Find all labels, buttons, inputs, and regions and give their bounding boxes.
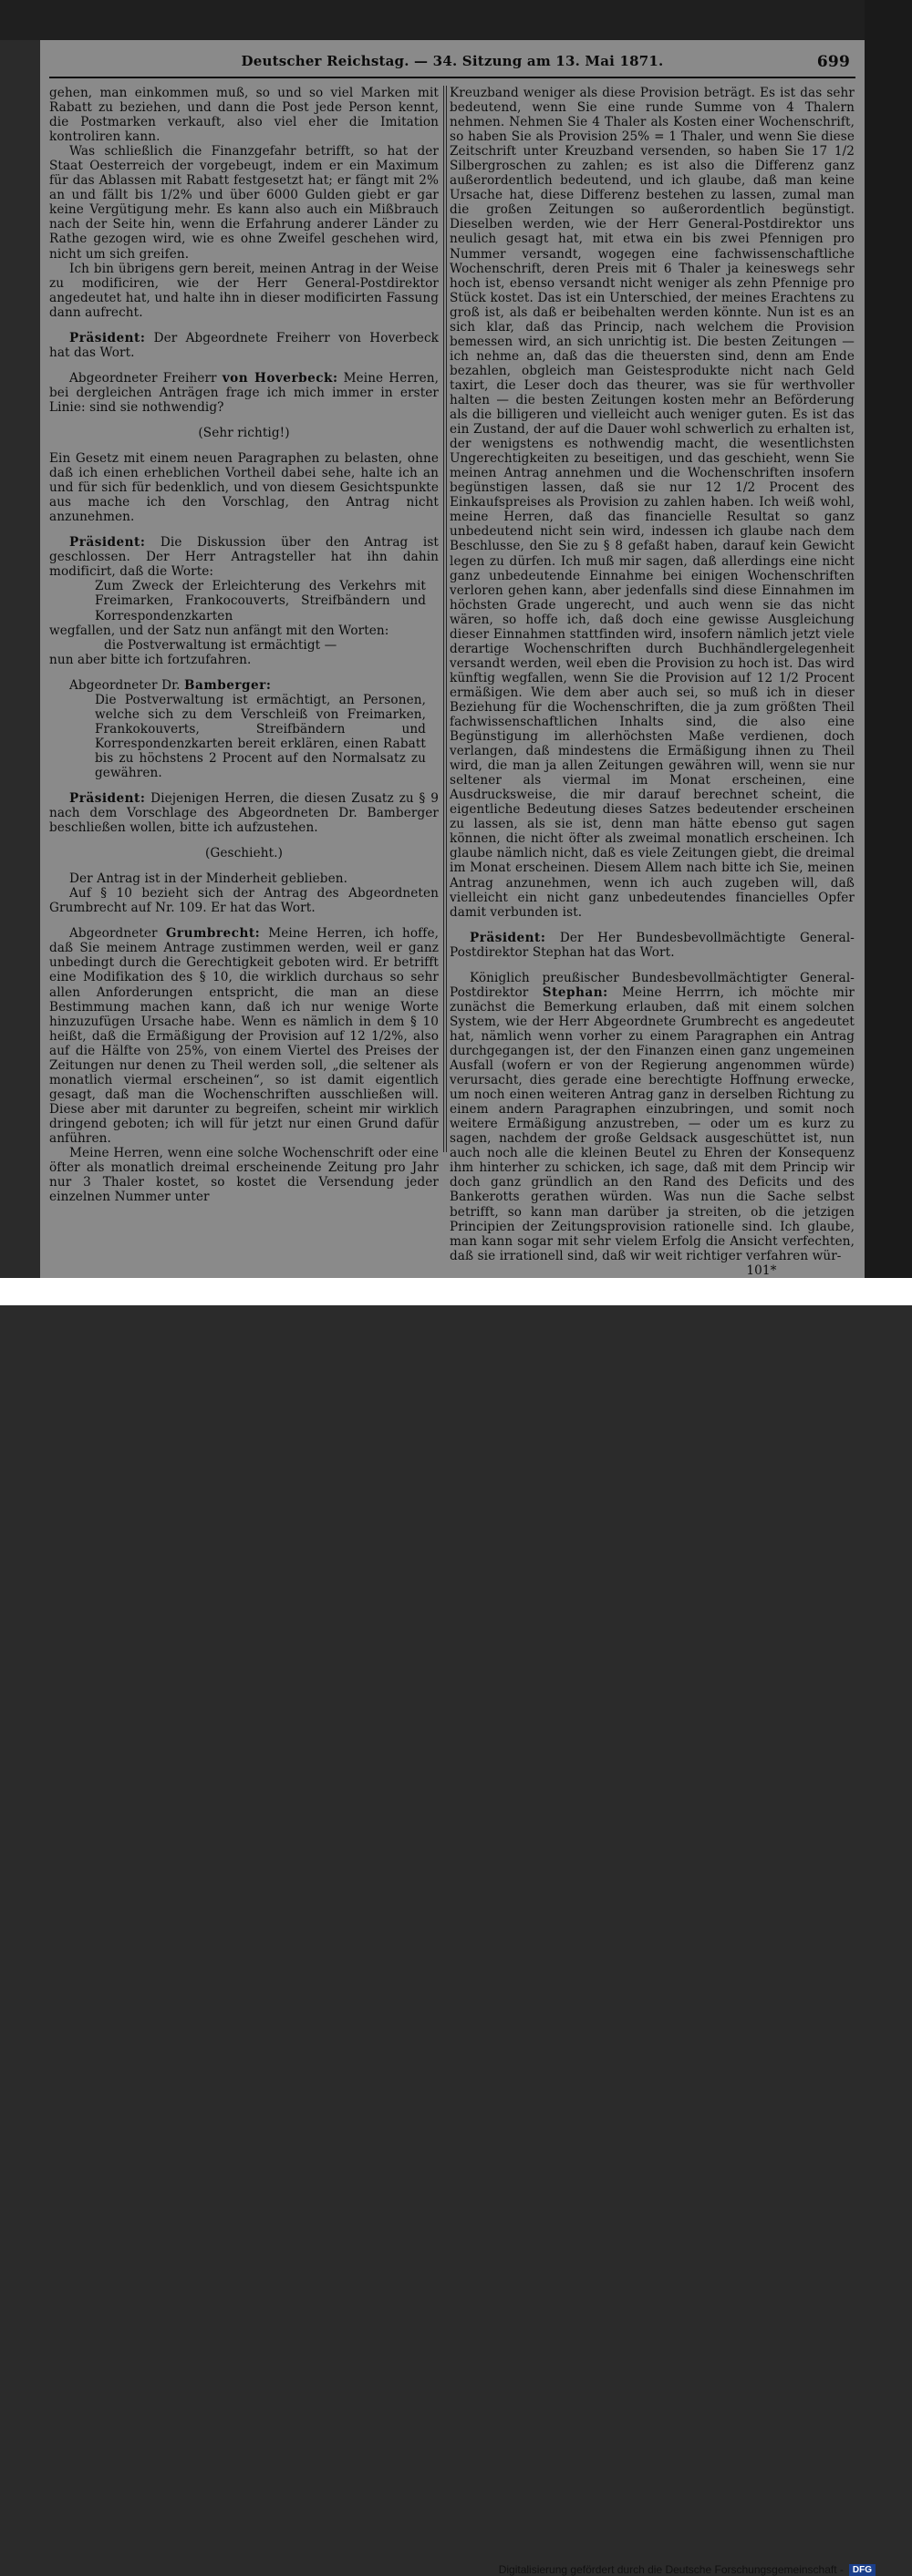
speech-paragraph [49,926,439,1146]
speech-text: Die Diskussion über den Antrag ist geschlossen. Der Herr Antragsteller hat ihn dahin modificirt, daß die Worte: [49,535,439,580]
speech-text: Meine Herren, bei dergleichen Anträgen frage ich mich immer in erster Linie: sind sie nothwendig? [49,370,440,415]
speech-text: Meine Herrrn, ich möchte mir zunächst die Bemerkung erlauben, daß mit einem solchen System, wie der Herr Abgeordnete Grumbrecht es angedeutet hat, nämlich wenn vorher zu einem Paragraphen ein Antrag durchgegangen ist, der den Finanzen einen ganz ungemeinen Ausfall (wofern er von der Regierung angenommen würde) verursacht, dies gerade eine berechtigte Hoffnung erwecke, um noch einen weiteren Antrag ganz in derselben Richtung zu einem andern Paragraphen einzubringen, und somit noch weitere Ermäßigung anzustreben, — oder um es kurz zu sagen, nachdem der große Geldsack ausgeschüttet ist, nun auch noch alle die kleinen Beutel zu Ehren der Konsequenz ihm hinterher zu schicken, ich sage, daß mit dem Princip wir doch ganz gründlich an den Rand des Deficits und des Bankerotts gerathen würden. Was nun die Sache selbst betrifft, so kann man darüber ja streiten, ob die jetzigen Principien der Zeitungsprovision rationelle sind. Ich glaube, man kann sogar mit sehr vielem Erfolg die Ansicht verfechten, daß sie irrationell sind, daß wir weit richtiger verfahren wür- [450,984,855,1263]
speaker-name: Präsident: [69,791,146,807]
speaker-name: Stephan: [542,984,608,1000]
scan-top-edge [0,0,912,40]
speaker-name: Präsident: [470,930,546,945]
dfg-logo: DFG [849,2564,876,2576]
scan-right-edge [865,0,912,1285]
speaker-name: von Hoverbeck: [222,370,338,386]
document-page [40,40,865,1278]
speech-paragraph [450,931,855,960]
stage-direction: (Sehr richtig!) [198,425,290,440]
speech-text: Der Her Bundesbevollmächtigte General-Postdirektor Stephan hat das Wort. [450,930,855,960]
paragraph: wegfallen, und der Satz nun anfängt mit den Worten: [49,623,389,638]
paragraph: Meine Herren, wenn eine solche Wochenschrift oder eine öfter als monatlich dreimal erscheinende Zeitung pro Jahr nur 3 Thaler kostet, so kostet die Versendung jeder einzelnen Nummer unter [49,1146,439,1205]
speaker-title: Abgeordneter Dr. [69,677,185,693]
paragraph: Auf § 10 bezieht sich der Antrag des Abgeordneten Grumbrecht auf Nr. 109. Er hat das Wort. [49,886,439,916]
header-rule [49,77,855,78]
quoted-motion: Die Postverwaltung ist ermächtigt, an Personen, welche sich zu dem Verschleiß von Freimarken, Frankokouverts, Streifbändern und Korrespondenzkarten bereit erklären, einen Rabatt bis zu höchstens 2 Procent auf den Normalsatz zu gewähren. [95,692,426,780]
speaker-name: Bamberger: [184,677,272,693]
column-divider [443,86,444,1152]
funding-notice-text: Digitalisierung gefördert durch die Deutsche Forschungsgemeinschaft - [498,2563,844,2576]
right-text-column [450,86,855,1278]
funding-notice [499,2563,876,2576]
speaker-name: Präsident: [69,330,146,345]
paragraph: Ich bin übrigens gern bereit, meinen Antrag in der Weise zu modificiren, wie der Herr General-Postdirektor angedeutet hat, und halte ihn in dieser modificirten Fassung dann aufrecht. [49,261,439,320]
speech-paragraph [49,791,439,835]
speech-paragraph [49,371,439,415]
speech-text: Meine Herren, ich hoffe, daß Sie meinem Antrage zustimmen werden, weil er ganz unbedingt durch die Gerechtigkeit geboten wird. Er betrifft eine Modifikation des § 10, die wirklich durchaus so sehr allen Anforderungen entspricht, die man an diese Bestimmung machen kann, daß ich nur wenige Worte hinzuzufügen Ursache habe. Wenn es nämlich in dem § 10 heißt, daß die Ermäßigung der Provision auf 12 1/2%, also auf die Hälfte von 25%, von einem Viertel des Preises der Zeitungen nur denen zu Theil werden soll, „die seltener als monatlich viermal erscheinen“, so ist damit eigentlich gesagt, daß man die Wochenschriften ausschließen will. Diese aber mit darunter zu begreifen, scheint mir wirklich dringend geboten; ich will für jetzt nur einen Grund dafür anführen. [49,926,440,1146]
page-header-title: Deutscher Reichstag. — 34. Sitzung am 13. Mai 1871. [241,53,664,69]
page-header [51,53,854,73]
speaker-name: Präsident: [69,535,146,551]
scan-footer-bar [0,1278,912,2576]
paragraph: Kreuzband weniger als diese Provision beträgt. Es ist das sehr bedeutend, wenn Sie eine runde Summe von 4 Thalern nehmen. Nehmen Sie 4 Thaler als Kosten einer Wochenschrift, so haben Sie als Provision 25% = 1 Thaler, und wenn Sie diese Zeitschrift unter Kreuzband versenden, so haben Sie 17 1/2 Silbergroschen zu zahlen; es ist also die Differenz ganz außerordentlich bedeutend, und ich glaube, daß man keine Ursache hat, diese Differenz bestehen zu lassen, zumal man die großen Zeitungen so außerordentlich begünstigt. Dieselben werden, wie der Herr General-Postdirektor uns neulich gesagt hat, mit etwa ein bis zwei Pfennigen pro Nummer versandt, wogegen eine fachwissenschaftliche Wochenschrift, deren Preis mit 6 Thaler ja keineswegs sehr hoch ist, ebenso versandt nicht weniger als zehn Pfennige pro Stück kostet. Das ist ein Unterschied, der meines Erachtens zu groß ist, als daß er beibehalten werden könnte. Nun ist es an sich klar, daß das Princip, nach welchem die Provision bemessen wird, an sich unrichtig ist. Die besten Zeitungen — ich nehme an, daß das die theuersten sind, denn am Ende bezahlen, obgleich man Geistesprodukte nicht nach Geld taxirt, die Leser doch das theurer, was sie für werthvoller halten — die besten Zeitungen kosten mehr an Beförderung als die billigeren und vielleicht auch weniger guten. Es ist das ein Zustand, der auf die Dauer wohl schwerlich zu erhalten ist, der wenigstens es nothwendig macht, die wesentlichsten Ungerechtigkeiten zu beseitigen, und das geschieht, wenn Sie meinen Antrag annehmen und die Wochenschriften insofern begünstigen lassen, daß sie nur 12 1/2 Procent des Einkaufspreises als Provision zu zahlen haben. Ich weiß wohl, meine Herren, daß das financielle Resultat so ganz unbedeutend nicht sein wird, indessen ich glaube nach dem Beschlusse, den Sie zu § 8 gefaßt haben, darauf kein Gewicht legen zu dürfen. Ich muß mir sagen, daß allerdings eine nicht ganz unbedeutende Einnahme bei einigen Wochenschriften verloren gehen kann, aber jedenfalls sind diese Einnahmen im höchsten Grade ungerecht, und auch wenn sie das nicht wären, so hoffe ich, daß doch eine gewisse Ausgleichung dieser Einnahmen stattfinden wird, insofern nämlich jetzt viele derartige Wochenschriften durch Buchhändlergelegenheit versandt werden, weil eben die Provision zu hoch ist. Das wird künftig wegfallen, wenn Sie die Provision auf 12 1/2 Procent ermäßigen. Wie dem aber auch sei, so muß ich in dieser Beziehung für die Wochenschriften, die ja zum größten Theil fachwissenschaftlichen Inhalts sind, die also eine Begünstigung im allerhöchsten Maße verdienen, doch verlangen, daß mindestens die Ermäßigung ihnen zu Theil wird, die man ja allen Zeitungen gewähren will, wenn sie nur seltener als viermal im Monat erscheinen, eine Ausdrucksweise, die mir darauf berechnet scheint, die eigentliche Bedeutung dieses Satzes bedeutender erscheinen zu lassen, als sie ist, denn man hätte ebenso gut sagen können, die nicht öfter als zweimal monatlich erscheinen. Ich glaube nämlich nicht, daß es viele Zeitungen giebt, die dreimal im Monat erscheinen. Diesem Allem nach bitte ich Sie, meinen Antrag anzunehmen, wenn ich auch zugeben will, daß vielleicht ein nicht ganz unbedeutendes financielles Opfer damit verbunden ist. [450,86,855,920]
speech-paragraph [49,331,439,360]
quoted-motion: Zum Zweck der Erleichterung des Verkehrs mit Freimarken, Frankocouverts, Streifbändern und Korrespondenzkarten [95,579,426,623]
speaker-title: Abgeordneter Freiherr [69,370,223,386]
column-divider [446,86,447,1152]
speaker-name: Grumbrecht: [165,926,261,942]
speaker-title: Königlich preußischer Bundesbevollmächtigter General-Postdirektor [450,970,855,1000]
paragraph: gehen, man einkommen muß, so und so viel Marken mit Rabatt zu beziehen, und dann die Post jede Person kennt, die Postmarken verkauft, also viel eher die Imitation kontroliren kann. [49,86,439,145]
speech-paragraph [450,971,855,1263]
speech-text: Diejenigen Herren, die diesen Zusatz zu § 9 nach dem Vorschlage des Abgeordneten Dr. Bamberger beschließen wollen, bitte ich aufzustehen. [49,791,439,836]
paragraph: Der Antrag ist in der Minderheit geblieben. [69,871,348,887]
paragraph: Was schließlich die Finanzgefahr betrifft, so hat der Staat Oesterreich der vorgebeugt, indem er ein Maximum für das Ablassen mit Rabatt festgesetzt hat; er fängt mit 2% an und fällt bis 1/2% und über 6000 Gulden giebt er gar keine Vergütigung mehr. Es kann also auch ein Mißbrauch nach der Seite hin, wenn die Erfahrung anderer Länder zu Rathe gezogen wird, wie es ohne Zweifel geschehen wird, nicht um sich greifen. [49,144,439,262]
left-text-column [49,86,439,1266]
speech-text: Der Abgeordnete Freiherr von Hoverbeck hat das Wort. [49,330,439,360]
paragraph: Ein Gesetz mit einem neuen Paragraphen zu belasten, ohne daß ich einen erheblichen Vortheil dabei sehe, halte ich an und für sich für bedenklich, und von diesem Gesichtspunkte aus mache ich den Vorschlag, den Antrag nicht anzunehmen. [49,451,439,525]
stage-direction: (Geschieht.) [205,846,283,861]
speech-paragraph [49,678,439,693]
page-number: 699 [816,53,850,71]
speaker-title: Abgeordneter [69,926,166,942]
quoted-phrase: die Postverwaltung ist ermächtigt — [104,637,337,653]
sheet-signature: 101* [746,1262,777,1278]
speech-paragraph [49,535,439,579]
paragraph: nun aber bitte ich fortzufahren. [49,652,252,667]
